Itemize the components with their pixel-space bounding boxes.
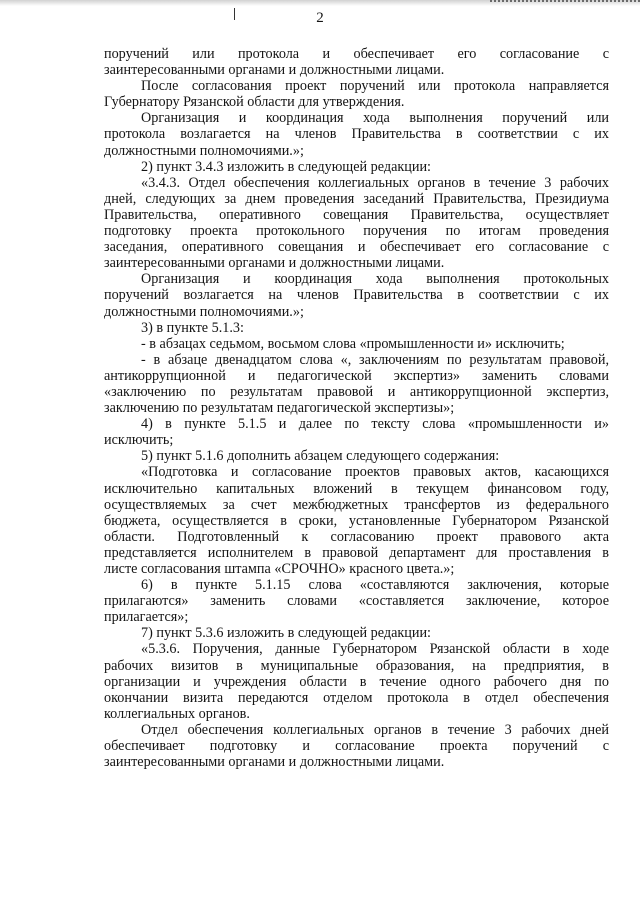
text-line: 4) в пункте 5.1.5 и далее по тексту слова «промышленности и» bbox=[141, 416, 609, 433]
text-line: заключению по результатам педагогической экспертизы»; bbox=[104, 400, 455, 417]
text-line: листе согласования штампа «СРОЧНО» красного цвета.»; bbox=[104, 561, 455, 577]
text-line: «3.4.3. Отдел обеспечения коллегиальных органов в течение 3 рабочих bbox=[141, 174, 609, 191]
text-line: области. Подготовленный к согласованию проект правового акта bbox=[104, 528, 609, 545]
text-line: заинтересованными органами и должностными лицами. bbox=[104, 62, 445, 79]
text-line: 5) пункт 5.1.6 дополнить абзацем следующего содержания: bbox=[141, 448, 500, 465]
text-line: 2) пункт 3.4.3 изложить в следующей редакции: bbox=[141, 158, 431, 175]
text-line: 7) пункт 5.3.6 изложить в следующей редакции: bbox=[141, 625, 431, 642]
paragraph bbox=[104, 110, 609, 158]
text-line: антикоррупционной и педагогической экспертиз» заменить словами bbox=[104, 367, 609, 384]
text-line: 6) в пункте 5.1.15 слова «составляются заключения, которые bbox=[141, 577, 609, 594]
paragraph bbox=[104, 464, 609, 577]
paragraph bbox=[104, 722, 609, 770]
paragraph bbox=[104, 175, 609, 272]
text-line: - в абзацах седьмом, восьмом слова «промышленности и» исключить; bbox=[141, 335, 565, 352]
text-line: Губернатору Рязанской области для утверждения. bbox=[104, 94, 405, 111]
text-line: После согласования проект поручений или протокола направляется bbox=[141, 78, 609, 95]
text-line: представляется исполнителем в правовой департамент для проставления в bbox=[104, 544, 609, 561]
text-line: 3) в пункте 5.1.3: bbox=[141, 319, 244, 336]
paragraph bbox=[104, 46, 609, 78]
text-line: прилагаются» заменить словами «составляется заключение, которое bbox=[104, 593, 609, 610]
paragraph bbox=[104, 625, 609, 641]
text-line: окончании визита передаются отделом протокола в отдел обеспечения bbox=[104, 689, 609, 706]
text-line: дней, следующих за днем проведения заседаний Правительства, Президиума bbox=[104, 190, 609, 207]
paragraph bbox=[104, 159, 609, 175]
paragraph bbox=[104, 352, 609, 416]
text-line: заседания, оперативного совещания и обеспечивает его согласование с bbox=[104, 239, 609, 256]
text-line: заинтересованными органами и должностными лицами. bbox=[104, 255, 445, 272]
text-line: «5.3.6. Поручения, данные Губернатором Рязанской области в ходе bbox=[141, 641, 609, 658]
paragraph bbox=[104, 448, 609, 464]
text-line: должностными полномочиями.»; bbox=[104, 142, 304, 159]
text-line: «Подготовка и согласование проектов правовых актов, касающихся bbox=[141, 464, 609, 481]
paragraph bbox=[104, 641, 609, 721]
text-line: заинтересованными органами и должностными лицами. bbox=[104, 754, 445, 771]
text-line: протокола возлагается на членов Правительства в соответствии с их bbox=[104, 126, 609, 143]
page-number: 2 bbox=[316, 10, 324, 26]
text-line: коллегиальных органов. bbox=[104, 705, 250, 722]
paragraph bbox=[104, 271, 609, 319]
text-line: Отдел обеспечения коллегиальных органов в течение 3 рабочих дней bbox=[141, 721, 609, 738]
document-body bbox=[104, 46, 609, 770]
text-line: Организация и координация хода выполнения поручений или bbox=[141, 110, 609, 127]
text-line: подготовку проекта протокольного поручения по итогам проведения bbox=[104, 223, 609, 240]
text-line: поручений или протокола и обеспечивает его согласование с bbox=[104, 46, 609, 62]
text-line: организации и учреждения области в течение одного рабочего дня по bbox=[104, 673, 609, 690]
text-line: «заключению по результатам правовой и антикоррупционной экспертиз, bbox=[104, 383, 609, 400]
text-line: Правительства, оперативного совещания Правительства, осуществляет bbox=[104, 206, 609, 223]
text-line: бюджета, осуществляется в сроки, установленные Губернатором Рязанской bbox=[104, 512, 609, 529]
paragraph bbox=[104, 416, 609, 448]
text-line: исключительно капитальных вложений в текущем финансовом году, bbox=[104, 480, 609, 497]
paragraph bbox=[104, 78, 609, 110]
text-line: должностными полномочиями.»; bbox=[104, 303, 304, 320]
paragraph bbox=[104, 336, 609, 352]
text-line: - в абзаце двенадцатом слова «, заключениям по результатам правовой, bbox=[141, 351, 609, 368]
text-line: обеспечивает подготовку и согласование проекта поручений с bbox=[104, 738, 609, 755]
text-line: поручений возлагается на членов Правительства в соответствии с их bbox=[104, 287, 609, 304]
scan-specks bbox=[490, 0, 640, 6]
text-line: Организация и координация хода выполнения протокольных bbox=[141, 271, 609, 288]
paragraph bbox=[104, 320, 609, 336]
text-line: рабочих визитов в муниципальные образования, на предприятия, в bbox=[104, 657, 609, 674]
text-line: осуществляемых за счет межбюджетных трансфертов из федерального bbox=[104, 496, 609, 513]
text-line: исключить; bbox=[104, 432, 174, 449]
paragraph bbox=[104, 577, 609, 625]
text-line: прилагается»; bbox=[104, 609, 189, 626]
